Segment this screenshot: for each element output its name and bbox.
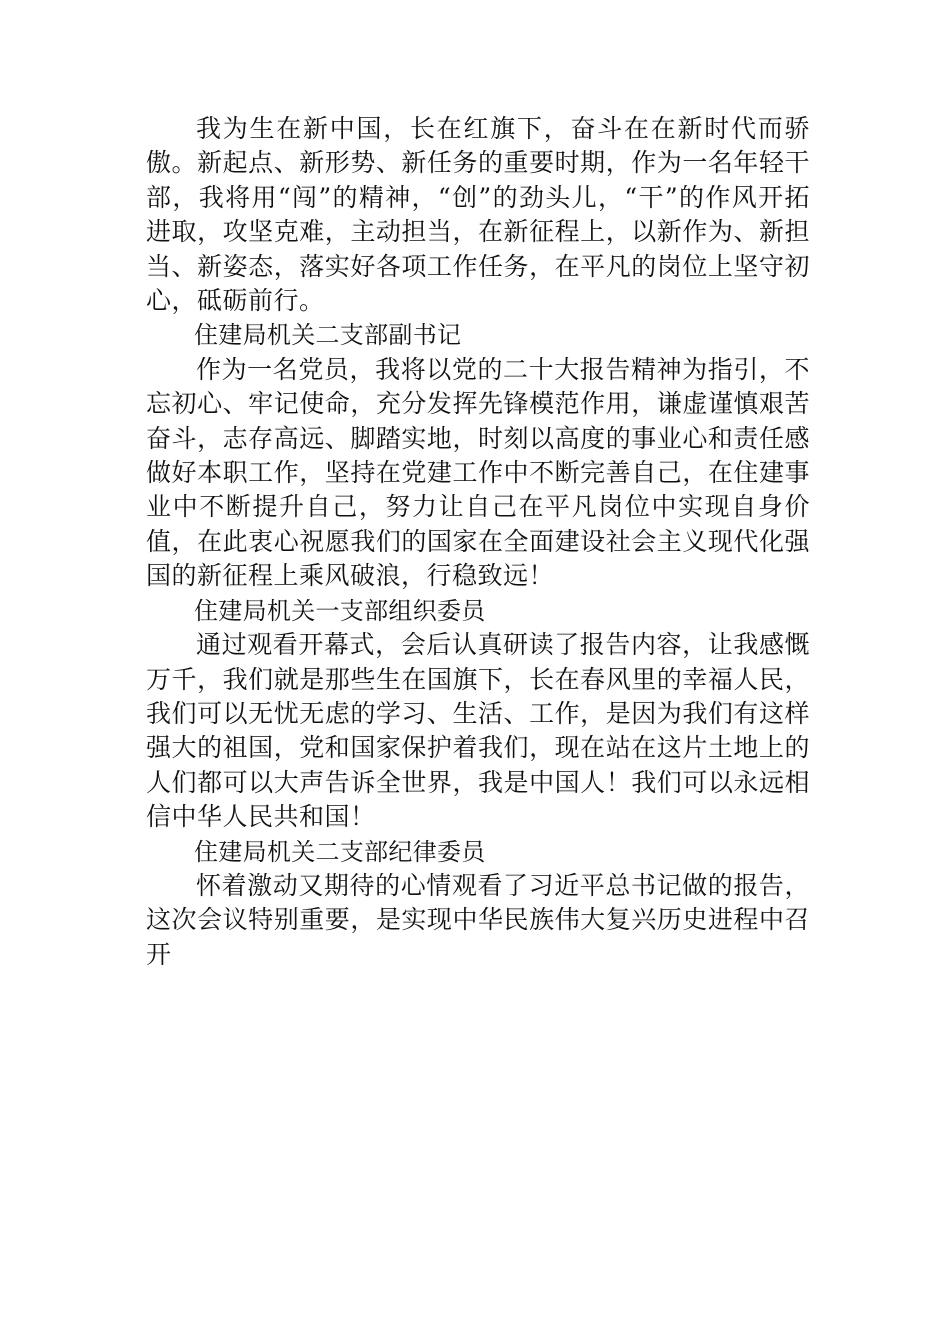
document-page [146,112,810,972]
paragraph-2: 作为一名党员，我将以党的二十大报告精神为指引，不忘初心、牢记使命，充分发挥先锋模范作用，谦虚谨慎艰苦奋斗，志存高远、脚踏实地，时刻以高度的事业心和责任感做好本职工作，坚持在党建工作中不断完善自己，在住建事业中不断提升自己，努力让自己在平凡岗位中实现自身价值，在此衷心祝愿我们的国家在全面建设社会主义现代化强国的新征程上乘风破浪，行稳致远！ [146,354,810,591]
heading-deputy-secretary-branch-2: 住建局机关二支部副书记 [194,321,462,350]
paragraph-3: 通过观看开幕式，会后认真研读了报告内容，让我感慨万千，我们就是那些生在国旗下，长在春风里的幸福人民，我们可以无忧无虑的学习、生活、工作，是因为我们有这样强大的祖国，党和国家保护着我们，现在站在这片土地上的人们都可以大声告诉全世界，我是中国人！我们可以永远相信中华人民共和国！ [146,630,810,832]
heading-organization-member-branch-1: 住建局机关一支部组织委员 [194,596,486,625]
heading-discipline-member-branch-2: 住建局机关二支部纪律委员 [194,837,486,866]
paragraph-1: 我为生在新中国，长在红旗下，奋斗在在新时代而骄傲。新起点、新形势、新任务的重要时期，作为一名年轻干部，我将用“闯”的精神，“创”的劲头儿，“干”的作风开拓进取，攻坚克难，主动担当，在新征程上，以新作为、新担当、新姿态，落实好各项工作任务，在平凡的岗位上坚守初心，砥砺前行。 [146,114,810,316]
paragraph-4: 怀着激动又期待的心情观看了习近平总书记做的报告，这次会议特别重要，是实现中华民族伟大复兴历史进程中召开 [146,870,810,969]
